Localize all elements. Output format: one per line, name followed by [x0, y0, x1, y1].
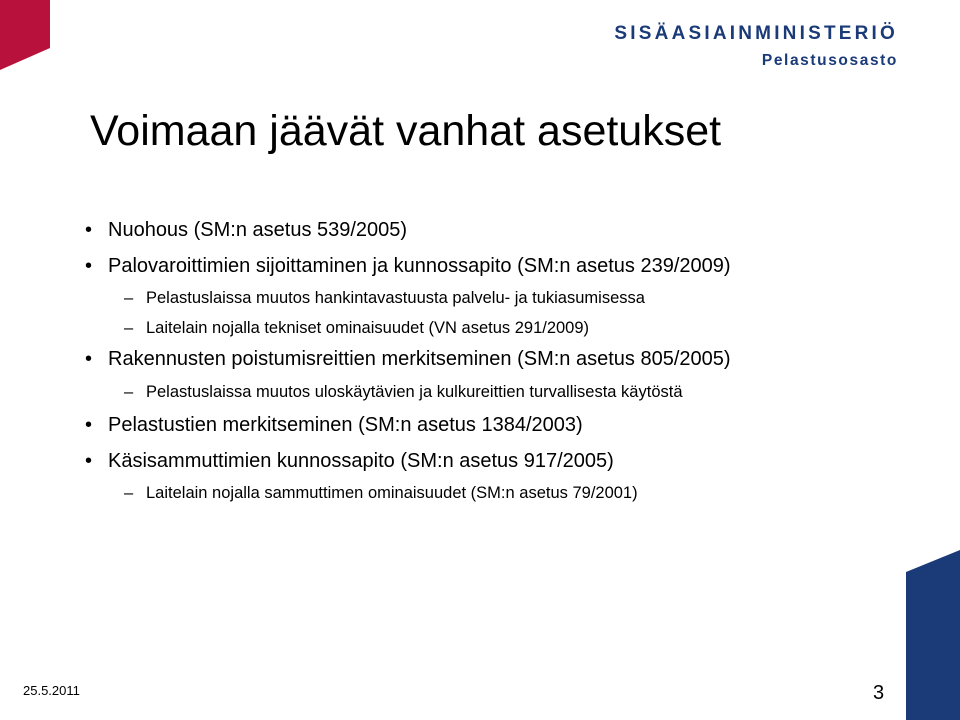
dash-icon: – — [124, 383, 134, 401]
bullet-icon: • — [85, 255, 93, 277]
list-item-text: Laitelain nojalla tekniset ominaisuudet (VN asetus 291/2009) — [146, 319, 590, 337]
logo-department-name: Pelastusosasto — [761, 52, 898, 69]
list-item-text: Pelastustien merkitseminen (SM:n asetus 1384/2003) — [108, 414, 583, 436]
corner-decoration-blue — [906, 550, 960, 720]
page-number: 3 — [873, 682, 885, 704]
ministry-logo — [614, 22, 898, 71]
dash-icon: – — [124, 289, 134, 307]
list-item-text: Laitelain nojalla sammuttimen ominaisuudet (SM:n asetus 79/2001) — [146, 484, 638, 502]
corner-decoration-red — [0, 0, 50, 70]
dash-icon: – — [124, 484, 134, 502]
bullet-icon: • — [85, 219, 93, 241]
list-item-text: Pelastuslaissa muutos hankintavastuusta palvelu- ja tukiasumisessa — [146, 289, 645, 307]
slide-title: Voimaan jäävät vanhat asetukset — [90, 107, 722, 155]
bullet-icon: • — [85, 450, 93, 472]
logo-ministry-name: SISÄASIAINMINISTERIÖ — [614, 23, 898, 44]
bullet-icon: • — [85, 348, 93, 370]
list-item-text: Pelastuslaissa muutos uloskäytävien ja kulkureittien turvallisesta käytöstä — [146, 383, 683, 401]
footer-date: 25.5.2011 — [23, 683, 80, 698]
dash-icon: – — [124, 319, 134, 337]
bullet-icon: • — [85, 414, 93, 436]
list-item-text: Käsisammuttimien kunnossapito (SM:n asetus 917/2005) — [108, 450, 614, 472]
list-item-text: Rakennusten poistumisreittien merkitseminen (SM:n asetus 805/2005) — [108, 348, 731, 370]
list-item-text: Palovaroittimien sijoittaminen ja kunnossapito (SM:n asetus 239/2009) — [108, 255, 731, 277]
list-item-text: Nuohous (SM:n asetus 539/2005) — [108, 219, 408, 241]
